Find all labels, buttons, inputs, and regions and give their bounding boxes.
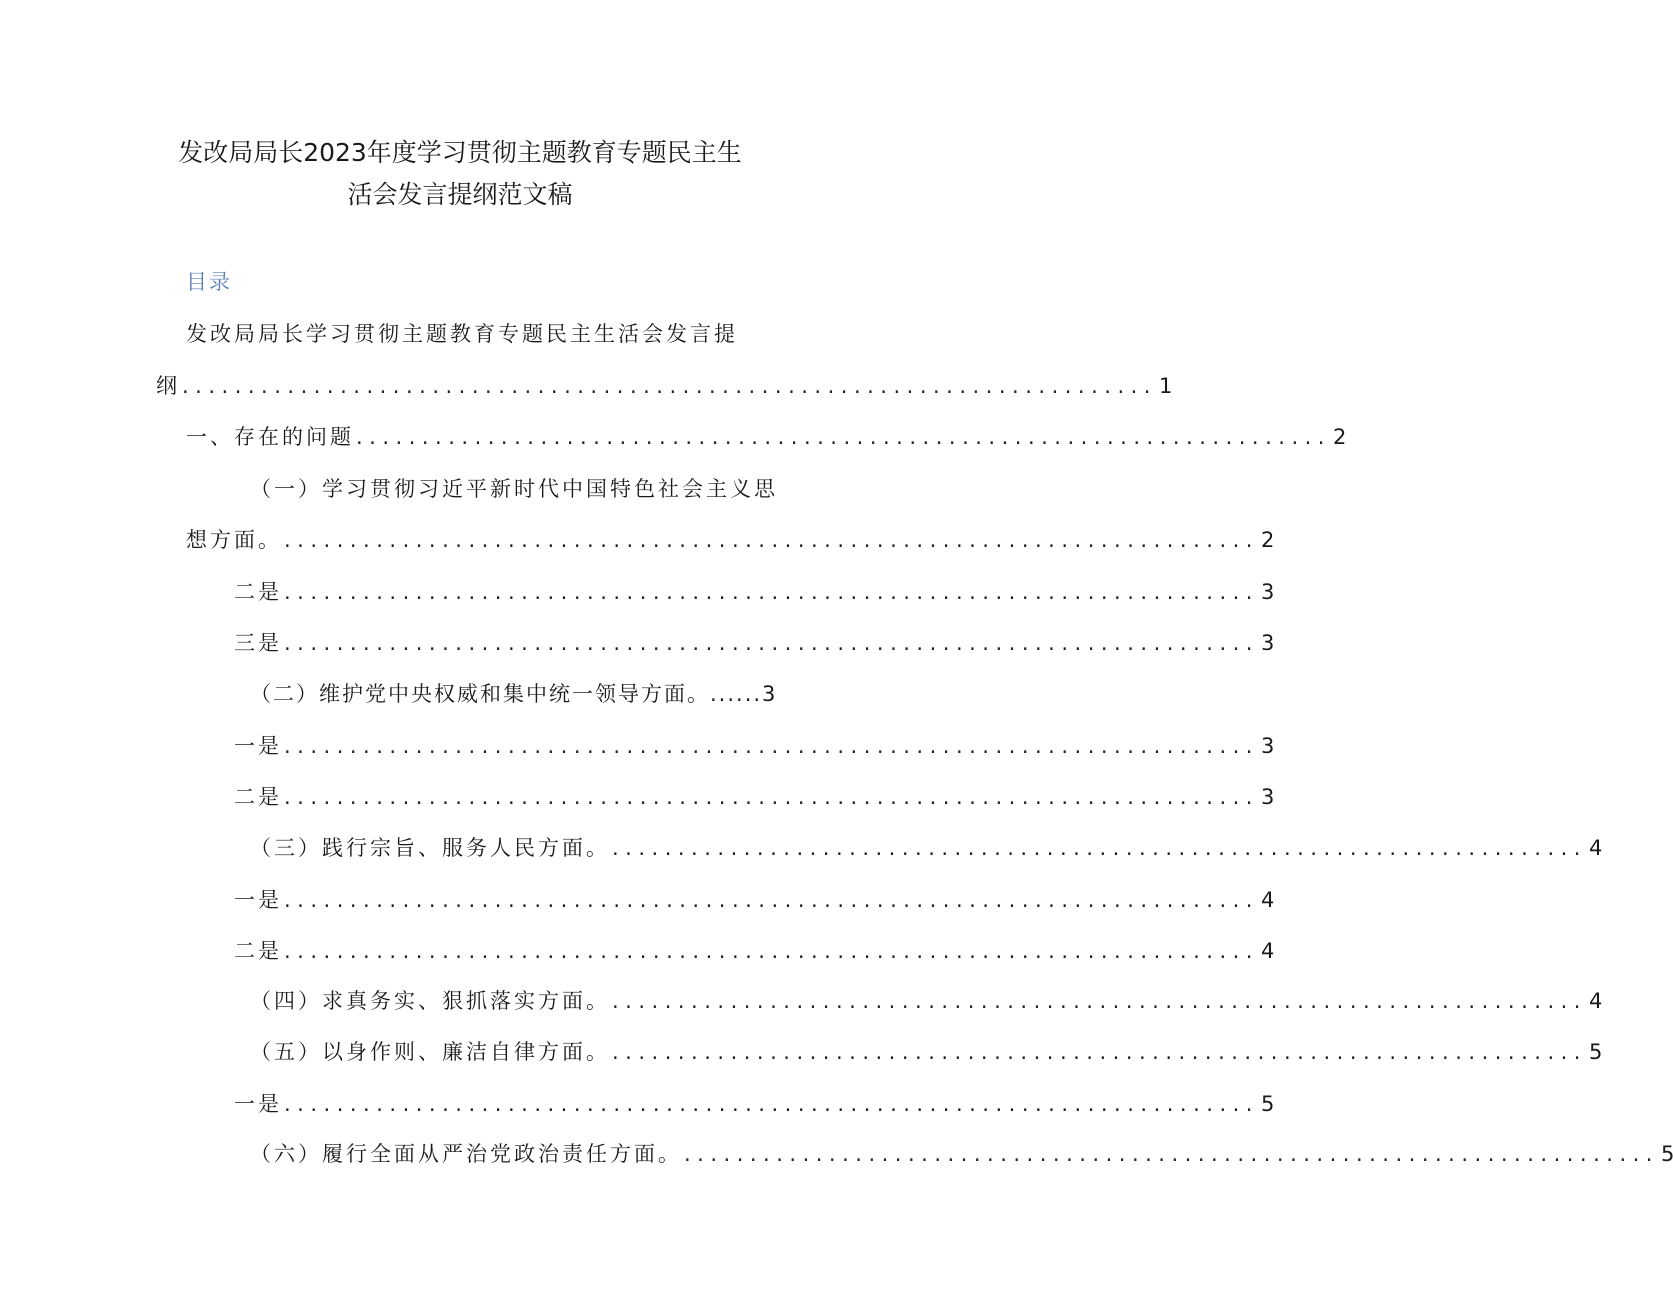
toc-page-number: 3 xyxy=(1260,734,1275,758)
toc-entry-6[interactable]: （二）维护党中央权威和集中统一领导方面。......3 xyxy=(250,682,778,706)
toc-entry-label: 三是 xyxy=(234,631,282,655)
toc-entry-label: （五）以身作则、廉洁自律方面。 xyxy=(250,1040,610,1064)
toc-entry-15[interactable] xyxy=(250,1138,1674,1168)
toc-page-number: 5 xyxy=(1588,1040,1603,1064)
toc-entry-3[interactable] xyxy=(186,524,1275,554)
toc-leader-dots: .......................................................................... xyxy=(612,989,1587,1013)
toc-entry-label: （四）求真务实、狠抓落实方面。 xyxy=(250,989,610,1013)
toc-entry-1[interactable] xyxy=(156,370,1173,400)
toc-entry-14[interactable] xyxy=(234,1088,1275,1118)
toc-page-number: 3 xyxy=(1260,580,1275,604)
toc-leader-dots: .......................................................................... xyxy=(612,836,1587,860)
toc-page-number: 1 xyxy=(1158,374,1173,398)
toc-heading: 目录 xyxy=(186,270,232,294)
toc-leader-dots: .......................................................................... xyxy=(284,939,1259,963)
toc-leader-dots: .......................................................................... xyxy=(284,631,1259,655)
toc-leader-dots: .......................................................................... xyxy=(284,1092,1259,1116)
toc-leader-dots: .......................................................................... xyxy=(612,1040,1587,1064)
toc-leader-dots: .......................................................................... xyxy=(356,425,1331,449)
toc-entry-label: 二是 xyxy=(234,580,282,604)
toc-entry-5[interactable] xyxy=(234,627,1275,657)
toc-entry-1-line-1[interactable]: 发改局局长学习贯彻主题教育专题民主生活会发言提 xyxy=(186,322,738,346)
toc-leader-dots: .......................................................................... xyxy=(284,734,1259,758)
toc-page-number: 5 xyxy=(1660,1142,1674,1166)
toc-entry-label: 想方面。 xyxy=(186,528,282,552)
toc-entry-label: 二是 xyxy=(234,785,282,809)
toc-entry-3-line-1[interactable]: （一）学习贯彻习近平新时代中国特色社会主义思 xyxy=(250,477,778,501)
toc-leader-dots: .......................................................................... xyxy=(284,528,1259,552)
toc-leader-dots: .......................................................................... xyxy=(284,888,1259,912)
toc-leader-dots: .......................................................................... xyxy=(684,1142,1659,1166)
toc-entry-label: 纲 xyxy=(156,374,180,398)
toc-entry-label: 二是 xyxy=(234,939,282,963)
toc-entry-12[interactable] xyxy=(250,985,1603,1015)
document-title-line-1: 发改局局长2023年度学习贯彻主题教育专题民主生 xyxy=(178,138,742,167)
toc-entry-label: 一是 xyxy=(234,734,282,758)
toc-entry-label: （六）履行全面从严治党政治责任方面。 xyxy=(250,1142,682,1166)
toc-entry-10[interactable] xyxy=(234,884,1275,914)
toc-page-number: 2 xyxy=(1332,425,1347,449)
toc-entry-7[interactable] xyxy=(234,730,1275,760)
toc-page-number: 4 xyxy=(1588,836,1603,860)
toc-page-number: 3 xyxy=(1260,631,1275,655)
toc-entry-label: 一是 xyxy=(234,888,282,912)
toc-entry-4[interactable] xyxy=(234,576,1275,606)
toc-leader-dots: .......................................................................... xyxy=(284,785,1259,809)
toc-page-number: 4 xyxy=(1588,989,1603,1013)
toc-entry-label: （三）践行宗旨、服务人民方面。 xyxy=(250,836,610,860)
toc-page-number: 4 xyxy=(1260,939,1275,963)
toc-entry-9[interactable] xyxy=(250,832,1603,862)
toc-page-number: 2 xyxy=(1260,528,1275,552)
document-title-line-2: 活会发言提纲范文稿 xyxy=(347,180,573,209)
toc-entry-label: 一、存在的问题 xyxy=(186,425,354,449)
toc-entry-2[interactable] xyxy=(186,421,1347,451)
toc-entry-11[interactable] xyxy=(234,935,1275,965)
toc-page-number: 3 xyxy=(1260,785,1275,809)
toc-page-number: 5 xyxy=(1260,1092,1275,1116)
toc-entry-8[interactable] xyxy=(234,781,1275,811)
toc-page-number: 4 xyxy=(1260,888,1275,912)
toc-leader-dots: .......................................................................... xyxy=(182,374,1157,398)
toc-entry-label: 一是 xyxy=(234,1092,282,1116)
toc-entry-13[interactable] xyxy=(250,1036,1603,1066)
toc-leader-dots: .......................................................................... xyxy=(284,580,1259,604)
